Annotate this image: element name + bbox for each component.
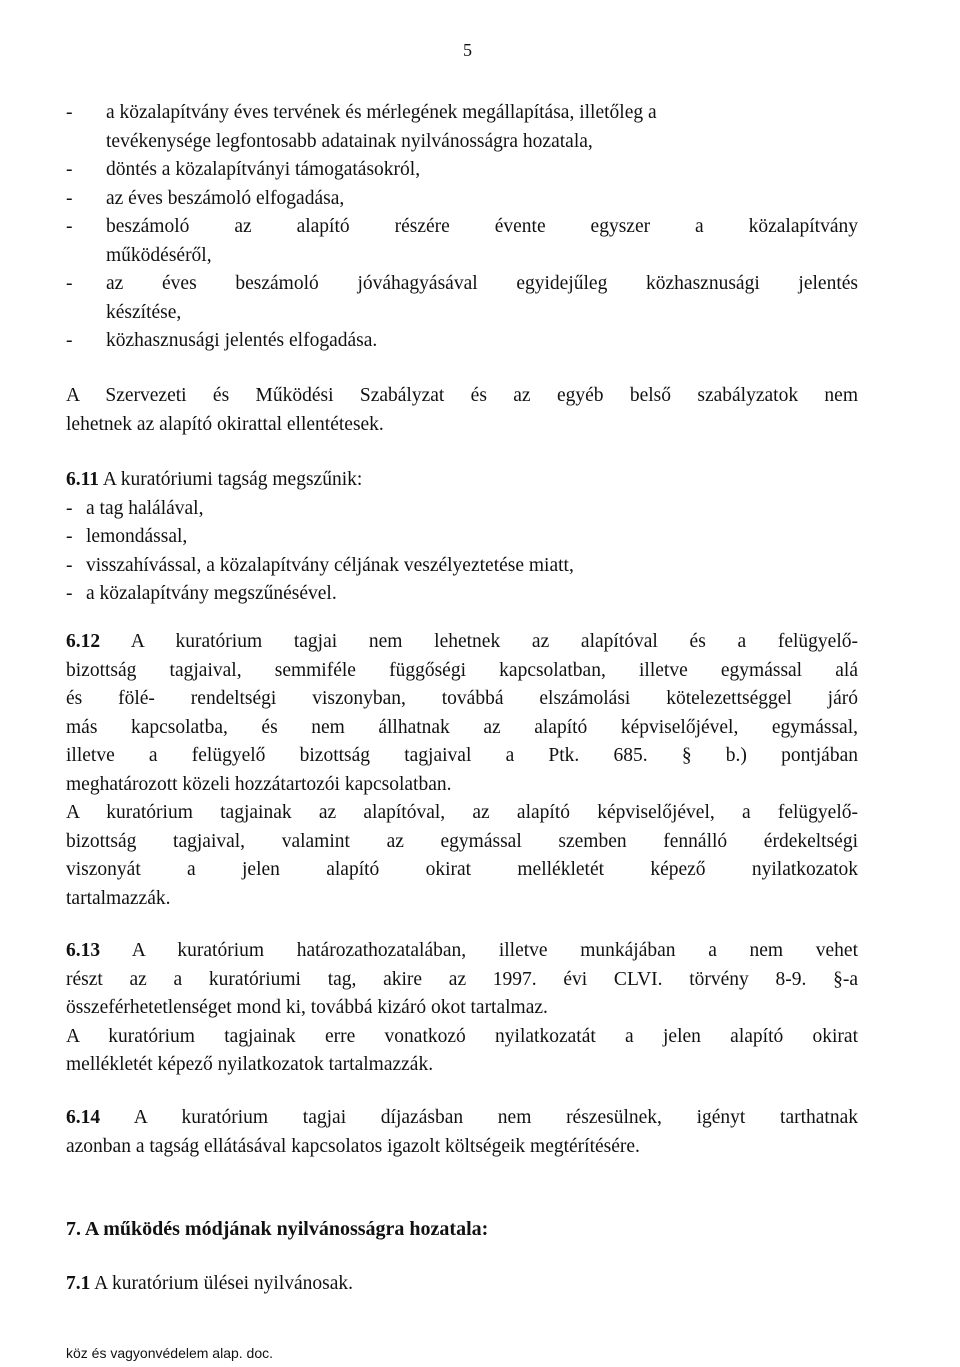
list-item-text: tevékenysége legfontosabb adatainak nyilvánosságra hozatala, bbox=[106, 130, 593, 152]
list-item bbox=[66, 580, 858, 609]
list-item-text: visszahívással, a közalapítvány céljának veszélyeztetése miatt, bbox=[86, 554, 574, 576]
list-dash: - bbox=[66, 216, 73, 237]
list-item bbox=[66, 552, 858, 581]
paragraph-line: A kuratórium tagjainak erre vonatkozó nyilatkozatát a jelen alapító okirat bbox=[66, 1025, 858, 1047]
section-heading-7: 7. A működés módjának nyilvánosságra hozatala: bbox=[66, 1218, 489, 1240]
section-number: 7.1 bbox=[66, 1273, 91, 1294]
paragraph-line: bizottság tagjaival, valamint az egymással szemben fennálló érdekeltségi bbox=[66, 830, 858, 852]
section-heading-line bbox=[66, 466, 858, 495]
list-item-text: a közalapítvány megszűnésével. bbox=[86, 583, 337, 604]
section-7-1 bbox=[66, 1273, 353, 1295]
list-item-text: a tag halálával, bbox=[86, 497, 204, 519]
paragraph-line: összeférhetetlenséget mond ki, továbbá kizáró okot tartalmaz. bbox=[66, 997, 548, 1018]
section-6-14 bbox=[66, 1104, 858, 1161]
list-dash: - bbox=[66, 583, 73, 604]
footer-filename: köz és vagyonvédelem alap. doc. bbox=[66, 1345, 274, 1361]
list-item-text: az éves beszámoló jóváhagyásával egyidejűleg közhasznusági jelentés bbox=[106, 273, 858, 294]
section-number: 6.11 bbox=[66, 469, 100, 490]
paragraph-line: tartalmazzák. bbox=[66, 887, 171, 909]
list-item bbox=[66, 495, 858, 524]
paragraph-line: illetve a felügyelő bizottság tagjaival a Ptk. 685. § b.) pontjában bbox=[66, 745, 858, 766]
list-dash: - bbox=[66, 159, 73, 180]
list-item-text: lemondással, bbox=[86, 526, 188, 547]
paragraph-line: részt az a kuratóriumi tag, akire az 1997. évi CLVI. törvény 8-9. §-a bbox=[66, 968, 858, 990]
section-6-12 bbox=[66, 628, 858, 913]
page-number: 5 bbox=[463, 40, 472, 60]
list-item bbox=[66, 270, 858, 327]
list-dash: - bbox=[66, 526, 73, 547]
paragraph-line: más kapcsolatba, és nem állhatnak az alapító képviselőjével, egymással, bbox=[66, 716, 858, 738]
paragraph-line: A kuratórium tagjainak az alapítóval, az alapító képviselőjével, a felügyelő- bbox=[66, 802, 858, 823]
paragraph-line: lehetnek az alapító okirattal ellentétesek. bbox=[66, 413, 384, 435]
list-item-text: a közalapítvány éves tervének és mérlegének megállapítása, illetőleg a bbox=[106, 102, 657, 123]
list-item bbox=[66, 523, 858, 552]
section-number: 6.14 bbox=[66, 1107, 101, 1128]
list-dash: - bbox=[66, 273, 73, 294]
section-number: 6.12 bbox=[66, 631, 101, 652]
paragraph-text: A kuratórium határozathozatalában, illetve munkájában a nem vehet bbox=[100, 940, 858, 961]
paragraph-line: meghatározott közeli hozzátartozói kapcsolatban. bbox=[66, 773, 452, 795]
paragraph-text: A kuratórium tagjai díjazásban nem részesülnek, igényt tarthatnak bbox=[100, 1107, 858, 1128]
list-item bbox=[66, 185, 858, 214]
list-item-text: készítése, bbox=[106, 301, 182, 323]
paragraph-line bbox=[66, 628, 858, 657]
list-item-text: az éves beszámoló elfogadása, bbox=[106, 187, 345, 209]
paragraph-line: és fölé- rendeltségi viszonyban, továbbá elszámolási kötelezettséggel járó bbox=[66, 688, 858, 709]
list-dash: - bbox=[66, 554, 73, 576]
list-item-text: közhasznusági jelentés elfogadása. bbox=[106, 330, 378, 351]
paragraph-text: A kuratórium tagjai nem lehetnek az alapítóval és a felügyelő- bbox=[100, 631, 858, 652]
list-item-text: döntés a közalapítványi támogatásokról, bbox=[106, 159, 421, 180]
paragraph-line: azonban a tagság ellátásával kapcsolatos igazolt költségeik megtérítésére. bbox=[66, 1135, 640, 1157]
list-item bbox=[66, 213, 858, 270]
paragraph-szmsz bbox=[66, 382, 858, 439]
section-number: 6.13 bbox=[66, 940, 101, 961]
list-item-text: működéséről, bbox=[106, 244, 212, 266]
list-dash: - bbox=[66, 330, 73, 351]
list-item-text: beszámoló az alapító részére évente egyszer a közalapítvány bbox=[106, 216, 858, 237]
paragraph-line: viszonyát a jelen alapító okirat mellékletét képező nyilatkozatok bbox=[66, 859, 858, 880]
section-6-13 bbox=[66, 937, 858, 1080]
section-6-11 bbox=[66, 466, 858, 609]
paragraph-line bbox=[66, 937, 858, 966]
paragraph-line: mellékletét képező nyilatkozatok tartalmazzák. bbox=[66, 1054, 434, 1075]
paragraph-line: bizottság tagjaival, semmiféle függőségi kapcsolatban, illetve egymással alá bbox=[66, 659, 858, 681]
list-item bbox=[66, 327, 858, 356]
bullet-list-duties bbox=[66, 99, 858, 356]
paragraph-line: A Szervezeti és Működési Szabályzat és az egyéb belső szabályzatok nem bbox=[66, 385, 858, 406]
paragraph-text: A kuratórium ülései nyilvánosak. bbox=[90, 1273, 354, 1294]
paragraph-line bbox=[66, 1104, 858, 1133]
list-item bbox=[66, 156, 858, 185]
section-title: A kuratóriumi tagság megszűnik: bbox=[99, 469, 363, 490]
list-dash: - bbox=[66, 497, 73, 519]
list-dash: - bbox=[66, 102, 73, 123]
list-dash: - bbox=[66, 187, 73, 209]
list-item bbox=[66, 99, 858, 156]
